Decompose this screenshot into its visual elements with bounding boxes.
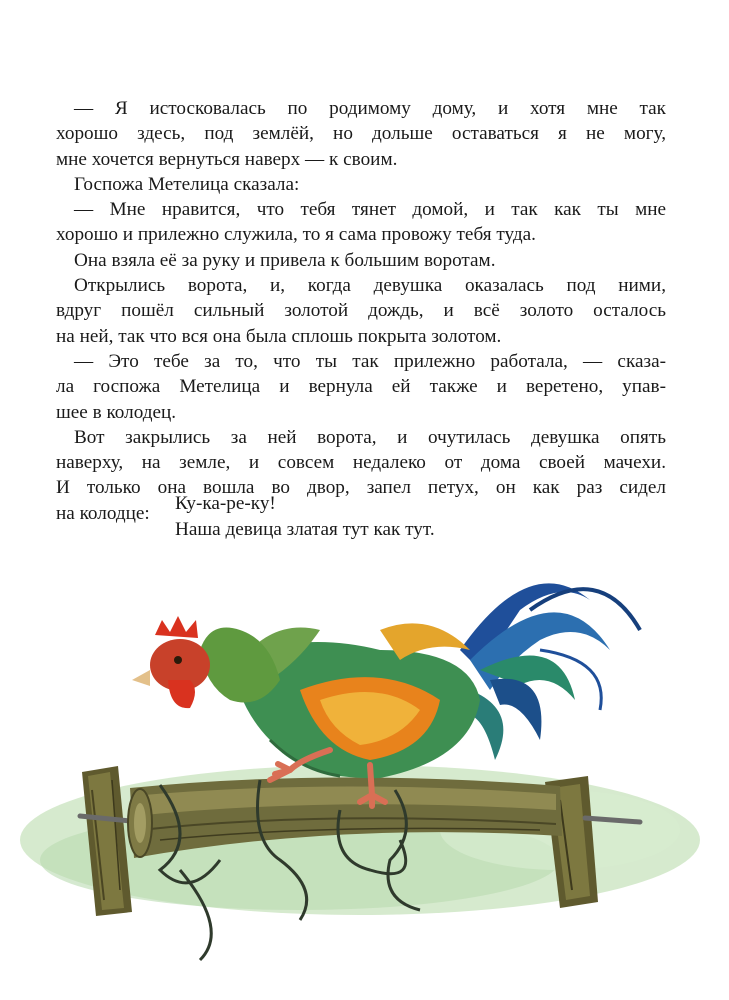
paragraph [56,273,666,349]
rooster-body [230,623,480,778]
text-line: хорошо здесь, под землёй, но дольше оставаться я не могу, [56,123,666,145]
paragraph [56,349,666,425]
text-line: хорошо и прилежно служила, то я сама провожу тебя туда. [56,224,536,246]
rooster-illustration [0,540,729,980]
verse-line: Ку-ка-ре-ку! [175,493,276,514]
story-text [56,96,666,526]
text-line: вдруг пошёл сильный золотой дождь, и всё золото осталось [56,300,666,322]
paragraph [56,248,666,273]
text-line: Вот закрылись за ней ворота, и очутилась девушка опять [74,426,666,448]
verse-line: Наша девица златая тут как тут. [175,519,435,540]
text-line: И только она вошла во двор, запел петух, он как раз сидел [56,477,666,499]
text-line: ла госпожа Метелица и вернула ей также и веретено, упав- [56,376,666,398]
text-line: наверху, на земле, и совсем недалеко от дома своей мачехи. [56,452,666,474]
text-line: шее в колодец. [56,401,177,423]
rooster-verse [175,491,435,543]
text-line: на ней, так что вся она была сплошь покрыта золотом. [56,325,502,347]
paragraph [56,172,666,197]
text-line: Госпожа Метелица сказала: [74,173,300,195]
text-line: — Я истосковалась по родимому дому, и хотя мне так [74,98,666,119]
text-line: мне хочется вернуться наверх — к своим. [56,148,398,170]
text-line: — Это тебе за то, что ты так прилежно работала, — сказа- [74,350,666,372]
text-line: Она взяла её за руку и привела к большим воротам. [74,249,496,271]
rooster-tail [460,583,640,760]
text-line: — Мне нравится, что тебя тянет домой, и так как ты мне [74,199,666,221]
paragraph [56,197,666,248]
text-line: на колодце: [56,502,150,524]
paragraph [56,96,666,172]
rooster-head [132,616,280,708]
text-line: Открылись ворота, и, когда девушка оказалась под ними, [74,275,666,297]
